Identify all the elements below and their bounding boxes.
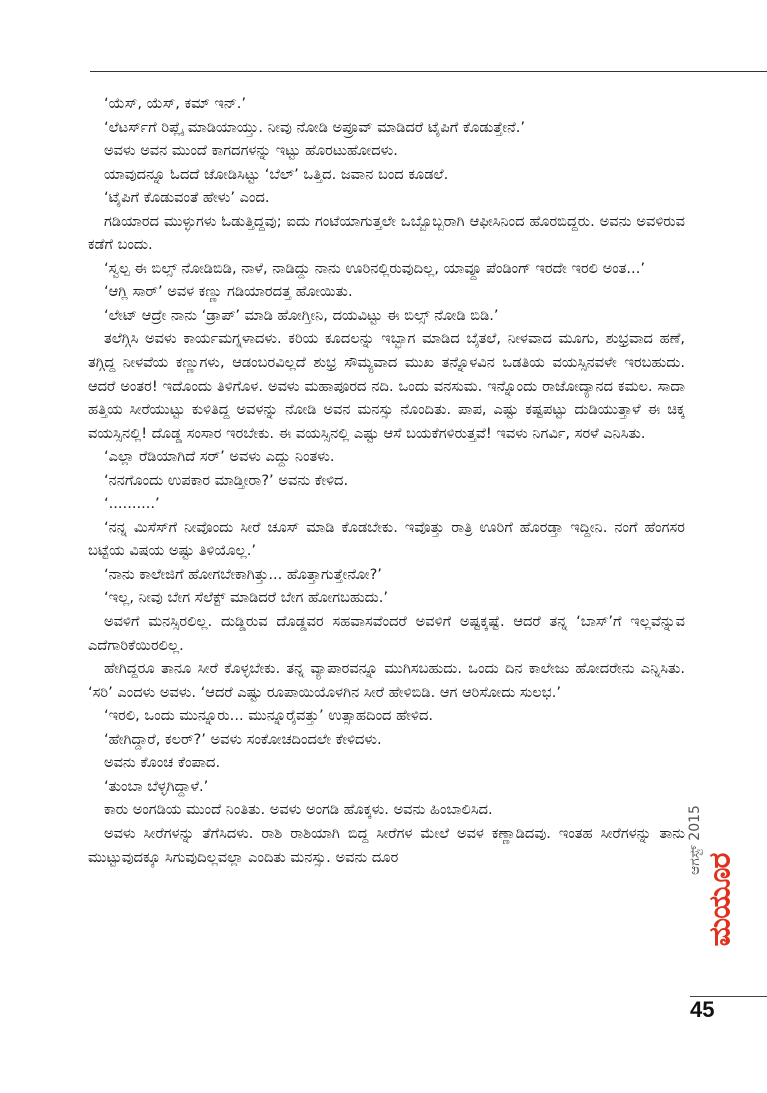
page-number: 45: [690, 997, 715, 1022]
paragraph: ಅವನು ಕೊಂಚ ಕೆಂಪಾದ.: [104, 754, 221, 772]
paragraph: ‘ತುಂಬಾ ಬೆಳ್ಳಗಿದ್ದಾಳೆ.’: [104, 777, 209, 795]
paragraph: ಕಾರು ಅಂಗಡಿಯ ಮುಂದೆ ನಿಂತಿತು. ಅವಳು ಅಂಗಡಿ ಹೊಕ್ಕಳು. ಅವನು ಹಿಂಬಾಲಿಸಿದ.: [104, 801, 493, 819]
paragraph: ‘ಹೇಗಿದ್ದಾರೆ, ಕಲರ್?’ ಅವಳು ಸಂಕೋಚದಿಂದಲೇ ಕೇಳಿದಳು.: [104, 730, 382, 748]
paragraph: ‘ಇಲ್ಲ, ನೀವು ಬೇಗ ಸೆಲೆಕ್ಟ್ ಮಾಡಿದರೆ ಬೇಗ ಹೋಗಬಹುದು.’: [104, 589, 389, 607]
paragraph: ‘ಲೆಟರ್ಸ್‌ಗೆ ರಿಪ್ಲೈ ಮಾಡಿಯಾಯ್ತು. ನೀವು ನೋಡಿ ಅಪ್ರೂವ್ ಮಾಡಿದರೆ ಟೈಪಿಗೆ ಕೊಡುತ್ತೇನೆ.’: [104, 118, 526, 136]
paragraph: ಹೇಗಿದ್ದರೂ ತಾನೂ ಸೀರೆ ಕೊಳ್ಳಬೇಕು. ತನ್ನ ವ್ಯಾಪಾರವನ್ನೂ ಮುಗಿಸಬಹುದು. ಒಂದು ದಿನ ಕಾಲೇಜು ಹೋದರೇನು ಎನ್ನಿಸಿತು. ‘ಸರಿ’ ಎಂದಳು ಅವಳು. ‘ಆದರೆ ಎಷ್ಟು ರೂಪಾಯಿಯೊಳಗಿನ ಸೀರೆ ಹೇಳಿಬಿಡಿ. ಆಗ ಆರಿಸೋದು ಸುಲಭ.’: [88, 660, 685, 701]
paragraph: ಅವಳು ಅವನ ಮುಂದೆ ಕಾಗದಗಳನ್ನು ಇಟ್ಟು ಹೊರಟುಹೋದಳು.: [104, 142, 398, 160]
paragraph: ‘ಯೆಸ್, ಯೆಸ್, ಕಮ್ ಇನ್.’: [104, 95, 246, 112]
paragraph: ಅವಳು ಸೀರೆಗಳನ್ನು ತೆಗೆಸಿದಳು. ರಾಶಿ ರಾಶಿಯಾಗಿ ಬಿದ್ದ ಸೀರೆಗಳ ಮೇಲೆ ಅವಳ ಕಣ್ಣಾಡಿದವು. ಇಂತಹ ಸೀರೆಗಳನ್ನು ತಾನು ಮುಟ್ಟುವುದಕ್ಕೂ ಸಿಗುವುದಿಲ್ಲವಲ್ಲಾ ಎಂದಿತು ಮನಸ್ಸು. ಅವನು ದೂರ: [88, 824, 685, 866]
paragraph: ಅವಳಿಗೆ ಮನಸ್ಸಿರಲಿಲ್ಲ. ದುಡ್ಡಿರುವ ದೊಡ್ಡವರ ಸಹವಾಸವೆಂದರೆ ಅವಳಿಗೆ ಅಷ್ಟಕ್ಕಷ್ಟೆ. ಆದರೆ ತನ್ನ ‘ಬಾಸ್’ಗೆ ಇಲ್ಲವೆನ್ನುವ ಎದೆಗಾರಿಕೆಯಿರಲಿಲ್ಲ.: [88, 613, 685, 654]
paragraph: ‘ನಾನು ಕಾಲೇಜಿಗೆ ಹೋಗಬೇಕಾಗಿತ್ತು... ಹೊತ್ತಾಗುತ್ತೇನೋ?’: [104, 565, 382, 583]
paragraph: ‘ಎಲ್ಲಾ ರೆಡಿಯಾಗಿದೆ ಸರ್’ ಅವಳು ಎದ್ದು ನಿಂತಳು.: [104, 448, 335, 466]
paragraph: ಯಾವುದನ್ನೂ ಓದದೆ ಜೋಡಿಸಿಟ್ಟು ‘ಬೆಲ್’ ಒತ್ತಿದ. ಜವಾನ ಬಂದ ಕೂಡಲೆ.: [104, 165, 449, 183]
paragraph: ‘..........’: [104, 495, 160, 513]
paragraph: ತಲೆಗ್ಗಿಸಿ ಅವಳು ಕಾರ್ಯಮಗ್ನಳಾದಳು. ಕರಿಯ ಕೂದಲನ್ನು ಇಬ್ಭಾಗ ಮಾಡಿದ ಬೈತಲೆ, ನೀಳವಾದ ಮೂಗು, ಶುಭ್ರವಾದ ಹಣೆ, ತಗ್ಗಿದ್ದ ನೀಳವೆಯ ಕಣ್ಣುಗಳು, ಆಡಂಬರವಿಲ್ಲದೆ ಶುಭ್ರ ಸೌಮ್ಯವಾದ ಮುಖ ತನ್ನೊಳವಿನ ಒಡತಿಯ ವಯಸ್ಸಿನವಳೇ ಇರಬಹುದು. ಆದರೆ ಅಂತರ! ಇದೊಂದು ತಿಳಿಗೊಳ. ಅವಳು ಮಹಾಪೂರದ ನದಿ. ಒಂದು ವನಸುಮ. ಇನ್ನೊಂದು ರಾಜೋದ್ಯಾನದ ಕಮಲ. ಸಾದಾ ಹತ್ತಿಯ ಸೀರೆಯುಟ್ಟು ಕುಳಿತಿದ್ದ ಅವಳನ್ನು ನೋಡಿ ಅವನ ಮನಸ್ಸು ನೊಂದಿತು. ಪಾಪ, ಎಷ್ಟು ಕಷ್ಟಪಟ್ಟು ದುಡಿಯುತ್ತಾಳೆ ಈ ಚಿಕ್ಕ ವಯಸ್ಸಿನಲ್ಲಿ! ದೊಡ್ಡ ಸಂಸಾರ ಇರಬೇಕು. ಈ ವಯಸ್ಸಿನಲ್ಲಿ ಎಷ್ಟು ಆಸೆ ಬಯಕೆಗಳಿರುತ್ತವೆ! ಇವಳು ನಿಗರ್ವಿ, ಸರಳೆ ಎನಿಸಿತು.: [88, 330, 685, 442]
paragraph: ‘ಆಗ್ಲಿ ಸಾರ್’ ಅವಳ ಕಣ್ಣು ಗಡಿಯಾರದತ್ತ ಹೋಯಿತು.: [104, 283, 353, 301]
paragraph: ‘ನನಗೊಂದು ಉಪಕಾರ ಮಾಡ್ತೀರಾ?’ ಅವನು ಕೇಳಿದ.: [104, 471, 349, 489]
paragraph: ‘ಇರಲಿ, ಒಂದು ಮುನ್ನೂರು... ಮುನ್ನೂರೈವತ್ತು’ ಉತ್ಸಾಹದಿಂದ ಹೇಳಿದ.: [104, 707, 434, 725]
story-text: [88, 92, 685, 869]
magazine-logo: ಮಯೂರ: [702, 853, 738, 947]
paragraph: ‘ನನ್ನ ಮಿಸೆಸ್‌ಗೆ ನೀವೊಂದು ಸೀರೆ ಚೂಸ್ ಮಾಡಿ ಕೊಡಬೇಕು. ಇವೊತ್ತು ರಾತ್ರಿ ಊರಿಗೆ ಹೊರಡ್ತಾ ಇದ್ದೀನಿ. ನಂಗೆ ಹೆಂಗಸರ ಬಟ್ಟೆಯ ವಿಷಯ ಅಷ್ಟು ತಿಳಿಯೊಲ್ಲ.’: [88, 518, 685, 560]
paragraph: ಗಡಿಯಾರದ ಮುಳ್ಳುಗಳು ಓಡುತ್ತಿದ್ದವು; ಐದು ಗಂಟೆಯಾಗುತ್ತಲೇ ಒಬ್ಬೊಬ್ಬರಾಗಿ ಆಫೀಸಿನಿಂದ ಹೊರಬಿದ್ದರು. ಅವನು ಅವಳಿರುವ ಕಡೆಗೆ ಬಂದು.: [88, 212, 685, 254]
issue-date: ಆಗಸ್ಟ್ 2015: [687, 805, 703, 875]
paragraph: ‘ಸ್ವಲ್ಪ ಈ ಬಿಲ್ಸ್ ನೋಡಿಬಿಡಿ, ನಾಳೆ, ನಾಡಿದ್ದು ನಾನು ಊರಿನಲ್ಲಿರುವುದಿಲ್ಲ, ಯಾವ್ದೂ ಪೆಂಡಿಂಗ್ ಇರದೇ ಇರಲಿ ಅಂತ...’: [104, 259, 645, 277]
paragraph: ‘ಲೇಟ್ ಆದ್ರೇ ನಾನು ‘ಡ್ರಾಪ್’ ಮಾಡಿ ಹೋಗ್ತೀನಿ, ದಯವಿಟ್ಟು ಈ ಬಿಲ್ಸ್ ನೋಡಿ ಬಿಡಿ.’: [104, 306, 499, 324]
magazine-logo-area: [690, 820, 750, 980]
top-rule: [90, 71, 767, 72]
paragraph: ‘ಟೈಪಿಗೆ ಕೊಡುವಂತೆ ಹೇಳು’ ಎಂದ.: [104, 189, 270, 207]
